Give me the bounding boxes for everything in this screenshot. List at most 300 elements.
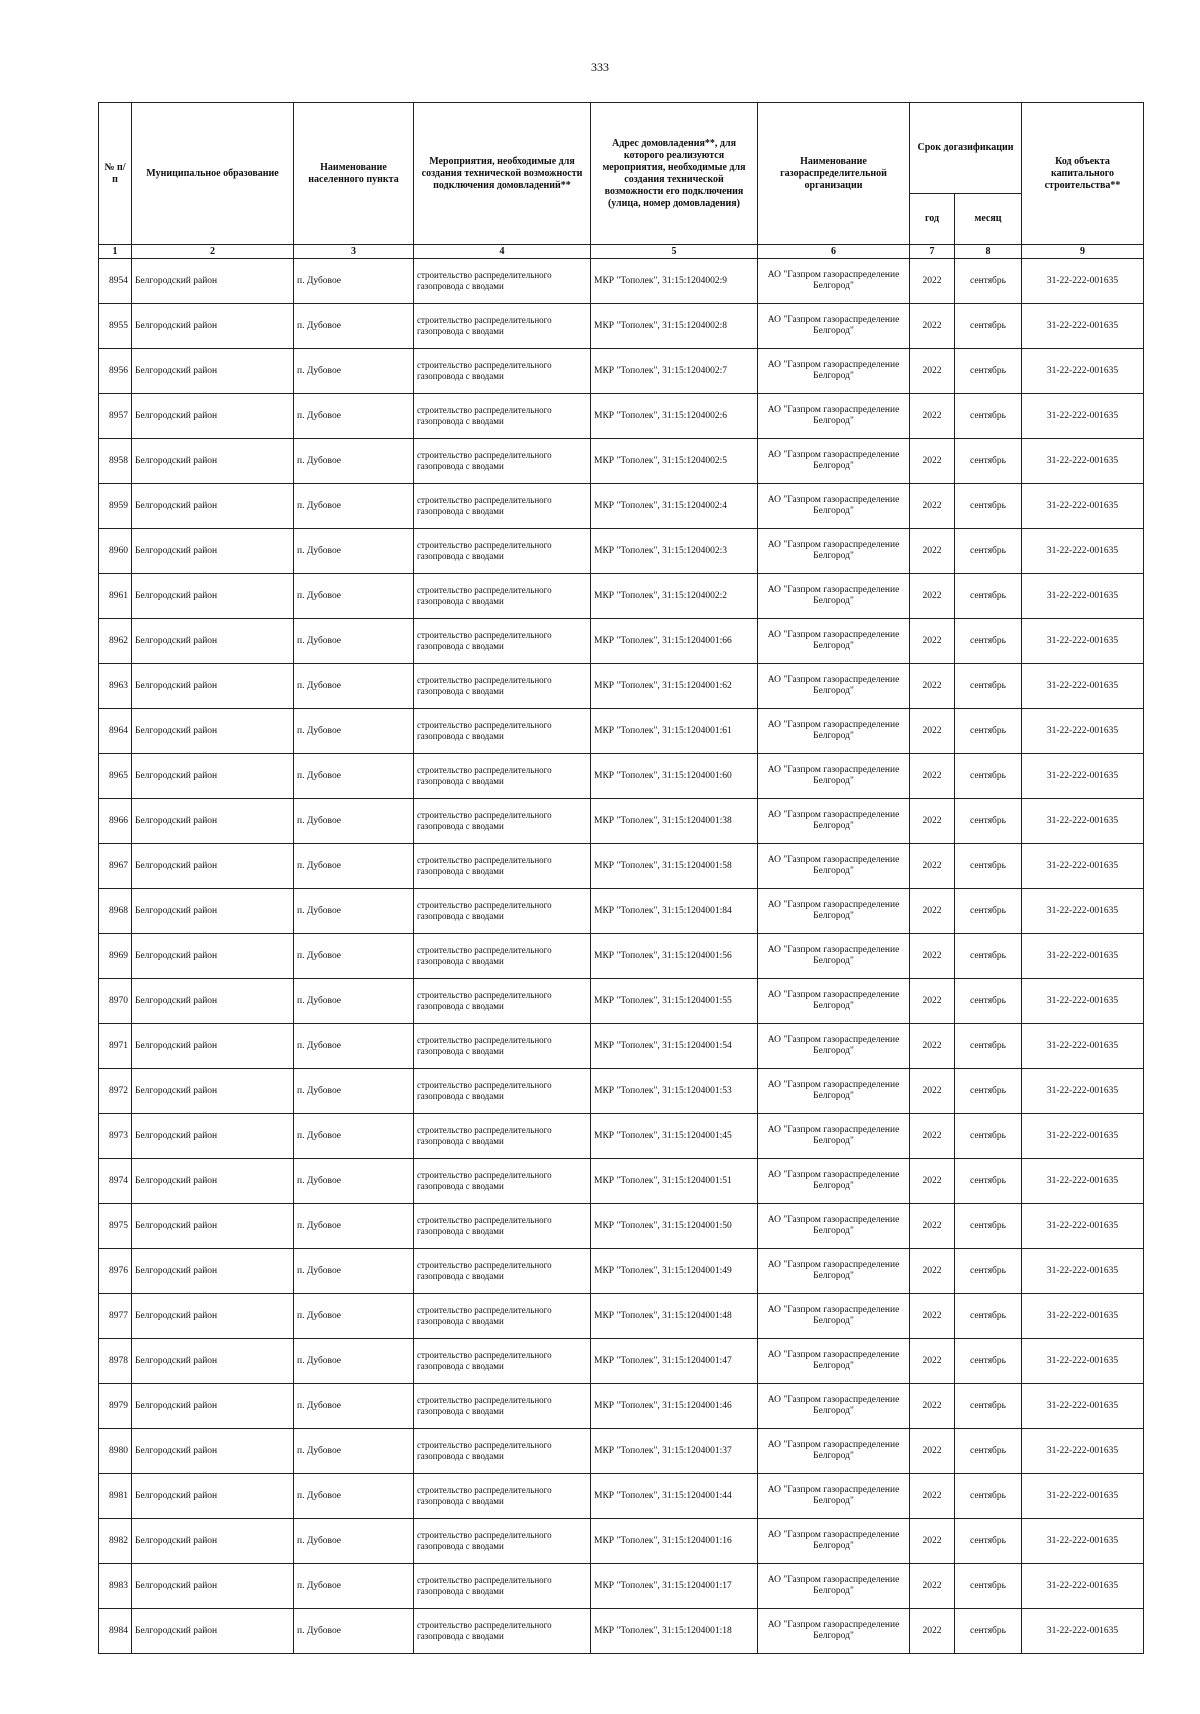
activity-cell: строительство распределительного газопровода с вводами — [414, 1294, 591, 1339]
organization-cell: АО "Газпром газораспределение Белгород" — [758, 1249, 910, 1294]
activity-cell: строительство распределительного газопровода с вводами — [414, 259, 591, 304]
table-row — [99, 394, 1144, 439]
year-cell: 2022 — [910, 1564, 955, 1609]
activity-cell: строительство распределительного газопровода с вводами — [414, 844, 591, 889]
object-code-cell: 31-22-222-001635 — [1022, 1024, 1144, 1069]
activity-cell: строительство распределительного газопровода с вводами — [414, 979, 591, 1024]
table-row — [99, 1564, 1144, 1609]
row-number: 8954 — [99, 259, 132, 304]
activity-cell: строительство распределительного газопровода с вводами — [414, 1429, 591, 1474]
municipality-cell: Белгородский район — [132, 394, 294, 439]
settlement-cell: п. Дубовое — [294, 709, 414, 754]
month-cell: сентябрь — [955, 1204, 1022, 1249]
row-number: 8971 — [99, 1024, 132, 1069]
settlement-cell: п. Дубовое — [294, 754, 414, 799]
row-number: 8960 — [99, 529, 132, 574]
settlement-cell: п. Дубовое — [294, 979, 414, 1024]
address-cell: МКР "Тополек", 31:15:1204001:84 — [591, 889, 758, 934]
year-cell: 2022 — [910, 259, 955, 304]
table-row — [99, 979, 1144, 1024]
table-row — [99, 1159, 1144, 1204]
month-cell: сентябрь — [955, 754, 1022, 799]
row-number: 8979 — [99, 1384, 132, 1429]
table-header — [99, 103, 1144, 259]
municipality-cell: Белгородский район — [132, 349, 294, 394]
activity-cell: строительство распределительного газопровода с вводами — [414, 349, 591, 394]
settlement-cell: п. Дубовое — [294, 394, 414, 439]
address-cell: МКР "Тополек", 31:15:1204002:5 — [591, 439, 758, 484]
object-code-cell: 31-22-222-001635 — [1022, 394, 1144, 439]
row-number: 8961 — [99, 574, 132, 619]
gasification-table — [98, 102, 1144, 1654]
table-row — [99, 1384, 1144, 1429]
table-row — [99, 1429, 1144, 1474]
table-row — [99, 934, 1144, 979]
year-cell: 2022 — [910, 934, 955, 979]
object-code-cell: 31-22-222-001635 — [1022, 1474, 1144, 1519]
month-cell: сентябрь — [955, 574, 1022, 619]
municipality-cell: Белгородский район — [132, 1564, 294, 1609]
table-row — [99, 1294, 1144, 1339]
object-code-cell: 31-22-222-001635 — [1022, 1159, 1144, 1204]
settlement-cell: п. Дубовое — [294, 1474, 414, 1519]
municipality-cell: Белгородский район — [132, 1249, 294, 1294]
organization-cell: АО "Газпром газораспределение Белгород" — [758, 934, 910, 979]
activity-cell: строительство распределительного газопровода с вводами — [414, 799, 591, 844]
organization-cell: АО "Газпром газораспределение Белгород" — [758, 484, 910, 529]
month-cell: сентябрь — [955, 484, 1022, 529]
row-number: 8977 — [99, 1294, 132, 1339]
column-number: 6 — [758, 245, 910, 259]
address-cell: МКР "Тополек", 31:15:1204002:3 — [591, 529, 758, 574]
page-number: 333 — [591, 60, 609, 74]
year-cell: 2022 — [910, 349, 955, 394]
month-cell: сентябрь — [955, 889, 1022, 934]
municipality-cell: Белгородский район — [132, 484, 294, 529]
header-code: Код объекта капитального строительства** — [1022, 103, 1144, 245]
year-cell: 2022 — [910, 1069, 955, 1114]
municipality-cell: Белгородский район — [132, 1024, 294, 1069]
activity-cell: строительство распределительного газопровода с вводами — [414, 754, 591, 799]
column-number: 1 — [99, 245, 132, 259]
object-code-cell: 31-22-222-001635 — [1022, 529, 1144, 574]
object-code-cell: 31-22-222-001635 — [1022, 754, 1144, 799]
municipality-cell: Белгородский район — [132, 844, 294, 889]
table-row — [99, 844, 1144, 889]
month-cell: сентябрь — [955, 439, 1022, 484]
table-row — [99, 754, 1144, 799]
address-cell: МКР "Тополек", 31:15:1204001:45 — [591, 1114, 758, 1159]
address-cell: МКР "Тополек", 31:15:1204001:56 — [591, 934, 758, 979]
month-cell: сентябрь — [955, 1294, 1022, 1339]
settlement-cell: п. Дубовое — [294, 574, 414, 619]
address-cell: МКР "Тополек", 31:15:1204001:58 — [591, 844, 758, 889]
municipality-cell: Белгородский район — [132, 1069, 294, 1114]
municipality-cell: Белгородский район — [132, 889, 294, 934]
organization-cell: АО "Газпром газораспределение Белгород" — [758, 619, 910, 664]
year-cell: 2022 — [910, 709, 955, 754]
municipality-cell: Белгородский район — [132, 799, 294, 844]
municipality-cell: Белгородский район — [132, 664, 294, 709]
address-cell: МКР "Тополек", 31:15:1204001:18 — [591, 1609, 758, 1654]
row-number: 8966 — [99, 799, 132, 844]
address-cell: МКР "Тополек", 31:15:1204001:53 — [591, 1069, 758, 1114]
organization-cell: АО "Газпром газораспределение Белгород" — [758, 1609, 910, 1654]
header-activities: Мероприятия, необходимые для создания технической возможности подключения домовладений** — [414, 103, 591, 245]
activity-cell: строительство распределительного газопровода с вводами — [414, 1339, 591, 1384]
municipality-cell: Белгородский район — [132, 1204, 294, 1249]
row-number: 8980 — [99, 1429, 132, 1474]
activity-cell: строительство распределительного газопровода с вводами — [414, 394, 591, 439]
table-row — [99, 304, 1144, 349]
address-cell: МКР "Тополек", 31:15:1204001:46 — [591, 1384, 758, 1429]
row-number: 8962 — [99, 619, 132, 664]
activity-cell: строительство распределительного газопровода с вводами — [414, 529, 591, 574]
address-cell: МКР "Тополек", 31:15:1204001:37 — [591, 1429, 758, 1474]
object-code-cell: 31-22-222-001635 — [1022, 1519, 1144, 1564]
settlement-cell: п. Дубовое — [294, 1609, 414, 1654]
activity-cell: строительство распределительного газопровода с вводами — [414, 1159, 591, 1204]
month-cell: сентябрь — [955, 664, 1022, 709]
object-code-cell: 31-22-222-001635 — [1022, 979, 1144, 1024]
address-cell: МКР "Тополек", 31:15:1204001:61 — [591, 709, 758, 754]
month-cell: сентябрь — [955, 1474, 1022, 1519]
municipality-cell: Белгородский район — [132, 529, 294, 574]
year-cell: 2022 — [910, 619, 955, 664]
settlement-cell: п. Дубовое — [294, 799, 414, 844]
row-number: 8956 — [99, 349, 132, 394]
settlement-cell: п. Дубовое — [294, 619, 414, 664]
column-number: 9 — [1022, 245, 1144, 259]
month-cell: сентябрь — [955, 1384, 1022, 1429]
row-number: 8958 — [99, 439, 132, 484]
address-cell: МКР "Тополек", 31:15:1204001:47 — [591, 1339, 758, 1384]
organization-cell: АО "Газпром газораспределение Белгород" — [758, 1429, 910, 1474]
month-cell: сентябрь — [955, 934, 1022, 979]
year-cell: 2022 — [910, 484, 955, 529]
month-cell: сентябрь — [955, 619, 1022, 664]
table-row — [99, 1249, 1144, 1294]
activity-cell: строительство распределительного газопровода с вводами — [414, 1024, 591, 1069]
year-cell: 2022 — [910, 1609, 955, 1654]
column-number: 3 — [294, 245, 414, 259]
activity-cell: строительство распределительного газопровода с вводами — [414, 1609, 591, 1654]
year-cell: 2022 — [910, 439, 955, 484]
year-cell: 2022 — [910, 394, 955, 439]
header-month: месяц — [955, 194, 1022, 245]
year-cell: 2022 — [910, 889, 955, 934]
address-cell: МКР "Тополек", 31:15:1204002:6 — [591, 394, 758, 439]
table-row — [99, 799, 1144, 844]
organization-cell: АО "Газпром газораспределение Белгород" — [758, 1159, 910, 1204]
table-row — [99, 1609, 1144, 1654]
municipality-cell: Белгородский район — [132, 1339, 294, 1384]
month-cell: сентябрь — [955, 1114, 1022, 1159]
settlement-cell: п. Дубовое — [294, 1114, 414, 1159]
table-row — [99, 574, 1144, 619]
year-cell: 2022 — [910, 1474, 955, 1519]
organization-cell: АО "Газпром газораспределение Белгород" — [758, 889, 910, 934]
organization-cell: АО "Газпром газораспределение Белгород" — [758, 1339, 910, 1384]
address-cell: МКР "Тополек", 31:15:1204001:54 — [591, 1024, 758, 1069]
year-cell: 2022 — [910, 1114, 955, 1159]
settlement-cell: п. Дубовое — [294, 1564, 414, 1609]
organization-cell: АО "Газпром газораспределение Белгород" — [758, 1519, 910, 1564]
year-cell: 2022 — [910, 1294, 955, 1339]
address-cell: МКР "Тополек", 31:15:1204002:4 — [591, 484, 758, 529]
organization-cell: АО "Газпром газораспределение Белгород" — [758, 1069, 910, 1114]
month-cell: сентябрь — [955, 1519, 1022, 1564]
settlement-cell: п. Дубовое — [294, 1384, 414, 1429]
year-cell: 2022 — [910, 1384, 955, 1429]
month-cell: сентябрь — [955, 259, 1022, 304]
address-cell: МКР "Тополек", 31:15:1204002:8 — [591, 304, 758, 349]
table-row — [99, 484, 1144, 529]
activity-cell: строительство распределительного газопровода с вводами — [414, 709, 591, 754]
address-cell: МКР "Тополек", 31:15:1204001:38 — [591, 799, 758, 844]
object-code-cell: 31-22-222-001635 — [1022, 1249, 1144, 1294]
activity-cell: строительство распределительного газопровода с вводами — [414, 1114, 591, 1159]
row-number: 8957 — [99, 394, 132, 439]
address-cell: МКР "Тополек", 31:15:1204001:50 — [591, 1204, 758, 1249]
municipality-cell: Белгородский район — [132, 619, 294, 664]
activity-cell: строительство распределительного газопровода с вводами — [414, 889, 591, 934]
object-code-cell: 31-22-222-001635 — [1022, 889, 1144, 934]
activity-cell: строительство распределительного газопровода с вводами — [414, 619, 591, 664]
month-cell: сентябрь — [955, 394, 1022, 439]
activity-cell: строительство распределительного газопровода с вводами — [414, 1384, 591, 1429]
organization-cell: АО "Газпром газораспределение Белгород" — [758, 979, 910, 1024]
month-cell: сентябрь — [955, 529, 1022, 574]
object-code-cell: 31-22-222-001635 — [1022, 934, 1144, 979]
organization-cell: АО "Газпром газораспределение Белгород" — [758, 574, 910, 619]
organization-cell: АО "Газпром газораспределение Белгород" — [758, 1474, 910, 1519]
year-cell: 2022 — [910, 1249, 955, 1294]
address-cell: МКР "Тополек", 31:15:1204001:55 — [591, 979, 758, 1024]
year-cell: 2022 — [910, 1024, 955, 1069]
address-cell: МКР "Тополек", 31:15:1204001:48 — [591, 1294, 758, 1339]
address-cell: МКР "Тополек", 31:15:1204002:7 — [591, 349, 758, 394]
municipality-cell: Белгородский район — [132, 1384, 294, 1429]
month-cell: сентябрь — [955, 979, 1022, 1024]
settlement-cell: п. Дубовое — [294, 1339, 414, 1384]
address-cell: МКР "Тополек", 31:15:1204001:62 — [591, 664, 758, 709]
activity-cell: строительство распределительного газопровода с вводами — [414, 1204, 591, 1249]
year-cell: 2022 — [910, 529, 955, 574]
year-cell: 2022 — [910, 799, 955, 844]
settlement-cell: п. Дубовое — [294, 664, 414, 709]
month-cell: сентябрь — [955, 799, 1022, 844]
organization-cell: АО "Газпром газораспределение Белгород" — [758, 1384, 910, 1429]
activity-cell: строительство распределительного газопровода с вводами — [414, 1249, 591, 1294]
object-code-cell: 31-22-222-001635 — [1022, 1204, 1144, 1249]
header-address: Адрес домовладения**, для которого реализуются мероприятия, необходимые для создания технической возможности его подключения (улица, номер домовладения) — [591, 103, 758, 245]
object-code-cell: 31-22-222-001635 — [1022, 304, 1144, 349]
month-cell: сентябрь — [955, 349, 1022, 394]
row-number: 8965 — [99, 754, 132, 799]
municipality-cell: Белгородский район — [132, 1474, 294, 1519]
month-cell: сентябрь — [955, 1564, 1022, 1609]
address-cell: МКР "Тополек", 31:15:1204002:2 — [591, 574, 758, 619]
object-code-cell: 31-22-222-001635 — [1022, 484, 1144, 529]
settlement-cell: п. Дубовое — [294, 1069, 414, 1114]
row-number: 8959 — [99, 484, 132, 529]
column-number: 4 — [414, 245, 591, 259]
settlement-cell: п. Дубовое — [294, 1159, 414, 1204]
year-cell: 2022 — [910, 1204, 955, 1249]
organization-cell: АО "Газпром газораспределение Белгород" — [758, 1024, 910, 1069]
table-row — [99, 529, 1144, 574]
month-cell: сентябрь — [955, 844, 1022, 889]
municipality-cell: Белгородский район — [132, 1519, 294, 1564]
header-organization: Наименование газораспределительной организации — [758, 103, 910, 245]
object-code-cell: 31-22-222-001635 — [1022, 259, 1144, 304]
activity-cell: строительство распределительного газопровода с вводами — [414, 304, 591, 349]
address-cell: МКР "Тополек", 31:15:1204001:66 — [591, 619, 758, 664]
organization-cell: АО "Газпром газораспределение Белгород" — [758, 439, 910, 484]
row-number: 8970 — [99, 979, 132, 1024]
object-code-cell: 31-22-222-001635 — [1022, 844, 1144, 889]
organization-cell: АО "Газпром газораспределение Белгород" — [758, 394, 910, 439]
settlement-cell: п. Дубовое — [294, 1429, 414, 1474]
municipality-cell: Белгородский район — [132, 439, 294, 484]
object-code-cell: 31-22-222-001635 — [1022, 709, 1144, 754]
activity-cell: строительство распределительного газопровода с вводами — [414, 574, 591, 619]
address-cell: МКР "Тополек", 31:15:1204001:60 — [591, 754, 758, 799]
object-code-cell: 31-22-222-001635 — [1022, 1294, 1144, 1339]
activity-cell: строительство распределительного газопровода с вводами — [414, 1069, 591, 1114]
table-row — [99, 709, 1144, 754]
month-cell: сентябрь — [955, 1069, 1022, 1114]
organization-cell: АО "Газпром газораспределение Белгород" — [758, 1204, 910, 1249]
object-code-cell: 31-22-222-001635 — [1022, 1429, 1144, 1474]
organization-cell: АО "Газпром газораспределение Белгород" — [758, 664, 910, 709]
settlement-cell: п. Дубовое — [294, 439, 414, 484]
object-code-cell: 31-22-222-001635 — [1022, 664, 1144, 709]
table-row — [99, 1474, 1144, 1519]
object-code-cell: 31-22-222-001635 — [1022, 619, 1144, 664]
object-code-cell: 31-22-222-001635 — [1022, 439, 1144, 484]
settlement-cell: п. Дубовое — [294, 259, 414, 304]
object-code-cell: 31-22-222-001635 — [1022, 349, 1144, 394]
row-number: 8967 — [99, 844, 132, 889]
row-number: 8963 — [99, 664, 132, 709]
settlement-cell: п. Дубовое — [294, 934, 414, 979]
row-number: 8974 — [99, 1159, 132, 1204]
year-cell: 2022 — [910, 844, 955, 889]
activity-cell: строительство распределительного газопровода с вводами — [414, 1564, 591, 1609]
row-number: 8982 — [99, 1519, 132, 1564]
row-number: 8973 — [99, 1114, 132, 1159]
address-cell: МКР "Тополек", 31:15:1204001:51 — [591, 1159, 758, 1204]
organization-cell: АО "Газпром газораспределение Белгород" — [758, 304, 910, 349]
row-number: 8969 — [99, 934, 132, 979]
row-number: 8976 — [99, 1249, 132, 1294]
organization-cell: АО "Газпром газораспределение Белгород" — [758, 349, 910, 394]
organization-cell: АО "Газпром газораспределение Белгород" — [758, 1114, 910, 1159]
year-cell: 2022 — [910, 574, 955, 619]
activity-cell: строительство распределительного газопровода с вводами — [414, 934, 591, 979]
address-cell: МКР "Тополек", 31:15:1204001:16 — [591, 1519, 758, 1564]
organization-cell: АО "Газпром газораспределение Белгород" — [758, 709, 910, 754]
month-cell: сентябрь — [955, 1429, 1022, 1474]
activity-cell: строительство распределительного газопровода с вводами — [414, 664, 591, 709]
table-row — [99, 1204, 1144, 1249]
settlement-cell: п. Дубовое — [294, 484, 414, 529]
table-row — [99, 259, 1144, 304]
object-code-cell: 31-22-222-001635 — [1022, 1384, 1144, 1429]
column-number: 7 — [910, 245, 955, 259]
municipality-cell: Белгородский район — [132, 574, 294, 619]
object-code-cell: 31-22-222-001635 — [1022, 1609, 1144, 1654]
month-cell: сентябрь — [955, 1609, 1022, 1654]
municipality-cell: Белгородский район — [132, 1114, 294, 1159]
settlement-cell: п. Дубовое — [294, 1204, 414, 1249]
header-settlement: Наименование населенного пункта — [294, 103, 414, 245]
activity-cell: строительство распределительного газопровода с вводами — [414, 439, 591, 484]
year-cell: 2022 — [910, 664, 955, 709]
row-number: 8968 — [99, 889, 132, 934]
row-number: 8972 — [99, 1069, 132, 1114]
month-cell: сентябрь — [955, 1024, 1022, 1069]
row-number: 8981 — [99, 1474, 132, 1519]
settlement-cell: п. Дубовое — [294, 1294, 414, 1339]
municipality-cell: Белгородский район — [132, 1609, 294, 1654]
header-municipality: Муниципальное образование — [132, 103, 294, 245]
settlement-cell: п. Дубовое — [294, 889, 414, 934]
month-cell: сентябрь — [955, 1339, 1022, 1384]
organization-cell: АО "Газпром газораспределение Белгород" — [758, 1564, 910, 1609]
column-numbers-row — [99, 245, 1144, 259]
column-number: 8 — [955, 245, 1022, 259]
object-code-cell: 31-22-222-001635 — [1022, 1114, 1144, 1159]
address-cell: МКР "Тополек", 31:15:1204001:49 — [591, 1249, 758, 1294]
municipality-cell: Белгородский район — [132, 304, 294, 349]
month-cell: сентябрь — [955, 1159, 1022, 1204]
month-cell: сентябрь — [955, 1249, 1022, 1294]
activity-cell: строительство распределительного газопровода с вводами — [414, 1474, 591, 1519]
organization-cell: АО "Газпром газораспределение Белгород" — [758, 754, 910, 799]
object-code-cell: 31-22-222-001635 — [1022, 574, 1144, 619]
municipality-cell: Белгородский район — [132, 1294, 294, 1339]
settlement-cell: п. Дубовое — [294, 1519, 414, 1564]
settlement-cell: п. Дубовое — [294, 349, 414, 394]
month-cell: сентябрь — [955, 304, 1022, 349]
organization-cell: АО "Газпром газораспределение Белгород" — [758, 844, 910, 889]
municipality-cell: Белгородский район — [132, 259, 294, 304]
row-number: 8978 — [99, 1339, 132, 1384]
year-cell: 2022 — [910, 304, 955, 349]
settlement-cell: п. Дубовое — [294, 1249, 414, 1294]
column-number: 2 — [132, 245, 294, 259]
year-cell: 2022 — [910, 1429, 955, 1474]
row-number: 8964 — [99, 709, 132, 754]
municipality-cell: Белгородский район — [132, 754, 294, 799]
year-cell: 2022 — [910, 1519, 955, 1564]
object-code-cell: 31-22-222-001635 — [1022, 799, 1144, 844]
year-cell: 2022 — [910, 754, 955, 799]
header-term: Срок догазификации — [910, 103, 1022, 194]
municipality-cell: Белгородский район — [132, 934, 294, 979]
table-row — [99, 349, 1144, 394]
address-cell: МКР "Тополек", 31:15:1204001:44 — [591, 1474, 758, 1519]
table-row — [99, 1519, 1144, 1564]
table-row — [99, 619, 1144, 664]
organization-cell: АО "Газпром газораспределение Белгород" — [758, 529, 910, 574]
table-row — [99, 889, 1144, 934]
header-year: год — [910, 194, 955, 245]
row-number: 8975 — [99, 1204, 132, 1249]
